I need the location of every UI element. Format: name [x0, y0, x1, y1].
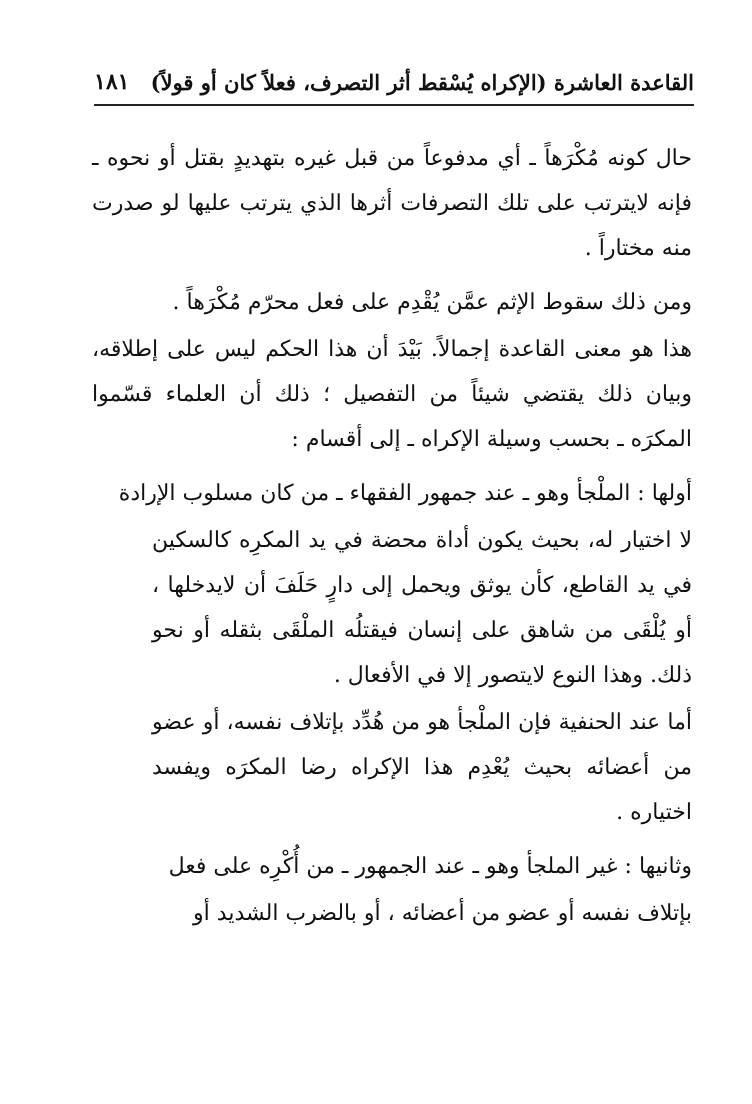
paragraph-1: حال كونه مُكْرَهاً ـ أي مدفوعاً من قبل غيره بتهديدٍ بقتل أو نحوه ـ فإنه لايترتب على تلك التصرفات أثرها الذي يترتب عليها لو صدرت منه مختاراً .: [92, 146, 692, 261]
page-number: ١٨١: [94, 69, 130, 95]
page-body: [92, 136, 692, 945]
header-rule: [94, 104, 694, 106]
paragraph-2: ومن ذلك سقوط الإثم عمَّن يُقْدِم على فعل محرّم مُكْرَهاً .: [172, 290, 692, 315]
section1-hanafi-view: أما عند الحنفية فإن الملْجأ هو من هُدِّد بإتلاف نفسه، أو عضو من أعضائه بحيث يُعْدِم هذا الإكراه رضا المكرَه ويفسد اختياره .: [152, 710, 692, 825]
section1-lead: أولها : الملْجأ وهو ـ عند جمهور الفقهاء ـ من كان مسلوب الإرادة: [118, 481, 692, 506]
section-second-category: [92, 844, 692, 936]
paragraph-3: هذا هو معنى القاعدة إجمالاً. بَيْدَ أن هذا الحكم ليس على إطلاقه، وبيان ذلك يقتضي شيئاً من التفصيل ؛ ذلك أن العلماء قسّموا المكرَه ـ بحسب وسيلة الإكراه ـ إلى أقسام :: [92, 337, 692, 452]
section2-continuation: بإتلاف نفسه أو عضو من أعضائه ، أو بالضرب الشديد أو: [193, 901, 692, 926]
chapter-title: القاعدة العاشرة (الإكراه يُسْقط أثر التصرف، فعلاً كان أو قولاً): [150, 69, 694, 95]
section-first-category: [92, 471, 692, 835]
section2-lead: وثانيها : غير الملجأ وهو ـ عند الجمهور ـ من أُكْرِه على فعل: [168, 854, 692, 879]
running-header: [94, 62, 694, 102]
section1-continuation: لا اختيار له، بحيث يكون أداة محضة في يد المكرِه كالسكين في يد القاطع، كأن يوثق ويحمل إلى دارٍ حَلَفَ أن لايدخلها ، أو يُلْقَى من شاهق على إنسان فيقتلُه الملْقَى بثقله أو نحو ذلك. وهذا النوع لايتصور إلا في الأفعال .: [152, 528, 692, 688]
